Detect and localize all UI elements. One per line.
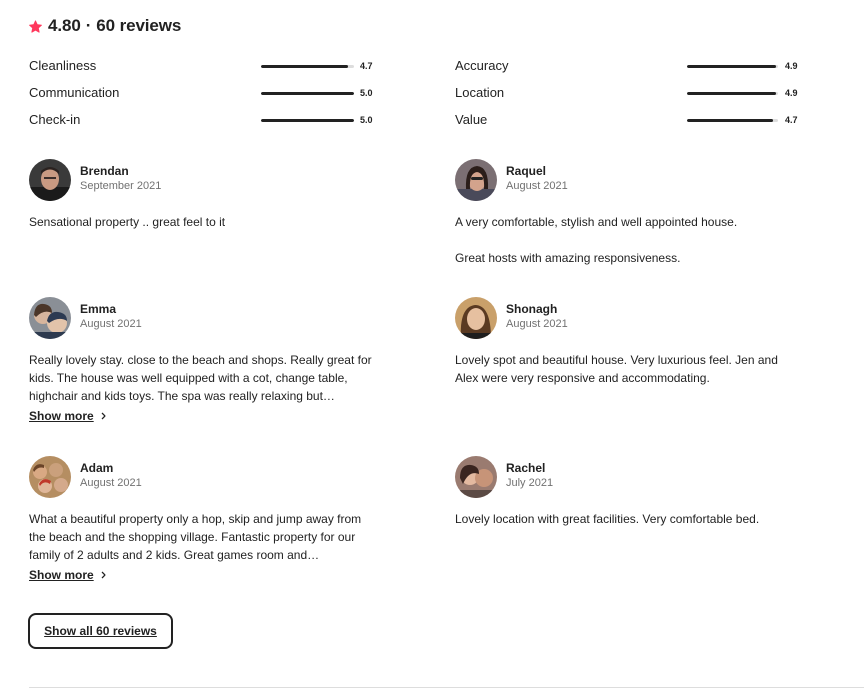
review-date: September 2021 <box>80 179 162 192</box>
rating-bar-fill <box>687 92 776 95</box>
rating-bar-fill <box>687 65 776 68</box>
rating-bar <box>687 65 778 68</box>
star-icon <box>29 20 42 33</box>
rating-bar <box>687 92 778 95</box>
section-divider <box>29 687 864 688</box>
rating-accuracy <box>455 57 800 75</box>
chevron-right-icon <box>99 571 107 579</box>
rating-bar <box>261 92 354 95</box>
rating-bar-fill <box>687 119 773 122</box>
review-date: August 2021 <box>80 476 142 489</box>
show-more-link[interactable] <box>29 566 107 584</box>
rating-value: 4.9 <box>785 61 798 71</box>
review-text <box>29 510 374 564</box>
rating-bar-fill <box>261 65 348 68</box>
reviewer-name: Shonagh <box>506 301 558 316</box>
review-meta <box>506 301 568 331</box>
rating-bar-fill <box>261 92 354 95</box>
reviewer-name: Adam <box>80 460 114 475</box>
review-card <box>455 158 800 267</box>
review-text <box>29 213 374 231</box>
rating-label: Value <box>455 112 488 127</box>
show-more-label: Show more <box>29 409 94 423</box>
review-paragraph: Great hosts with amazing responsiveness. <box>455 251 681 265</box>
reviewer-name: Emma <box>80 301 117 316</box>
review-date: August 2021 <box>506 179 568 192</box>
review-text <box>29 351 374 405</box>
rating-cleanliness <box>29 57 374 75</box>
rating-value-category <box>455 111 800 129</box>
rating-value: 4.9 <box>785 88 798 98</box>
rating-value: 4.7 <box>785 115 798 125</box>
rating-label: Accuracy <box>455 58 509 73</box>
rating-location <box>455 84 800 102</box>
reviewer-name: Brendan <box>80 163 129 178</box>
review-card <box>455 455 800 528</box>
chevron-right-icon <box>99 412 107 420</box>
rating-summary <box>29 14 181 38</box>
avatar[interactable] <box>455 456 497 498</box>
review-paragraph: Lovely location with great facilities. Very comfortable bed. <box>455 512 760 526</box>
avatar[interactable] <box>29 159 71 201</box>
review-header <box>455 455 800 499</box>
review-header <box>29 158 374 202</box>
review-paragraph: What a beautiful property only a hop, skip and jump away from the beach and the shopping village. Fantastic property for our family of 2 adults and 2 kids. Great games room and… <box>29 512 362 562</box>
rating-value: 5.0 <box>360 88 373 98</box>
rating-label: Communication <box>29 85 120 100</box>
review-date: August 2021 <box>80 317 142 330</box>
rating-value: 5.0 <box>360 115 373 125</box>
review-header <box>29 296 374 340</box>
review-count: 60 reviews <box>96 16 182 35</box>
rating-bar <box>687 119 778 122</box>
rating-value: 4.7 <box>360 61 373 71</box>
review-date: July 2021 <box>506 476 554 489</box>
review-meta <box>80 460 142 490</box>
review-meta <box>506 163 568 193</box>
overall-rating: 4.80 <box>48 16 81 35</box>
review-text <box>455 351 800 387</box>
review-paragraph: Sensational property .. great feel to it <box>29 215 226 229</box>
rating-label: Location <box>455 85 505 100</box>
rating-bar <box>261 65 354 68</box>
review-header <box>29 455 374 499</box>
review-meta <box>80 163 162 193</box>
avatar[interactable] <box>29 297 71 339</box>
review-text <box>455 213 800 267</box>
review-meta <box>506 460 554 490</box>
review-text <box>455 510 800 528</box>
show-more-label: Show more <box>29 568 94 582</box>
rating-check-in <box>29 111 374 129</box>
avatar[interactable] <box>29 456 71 498</box>
separator-dot: · <box>85 16 92 35</box>
review-card <box>29 158 374 231</box>
rating-bar <box>261 119 354 122</box>
show-more-link[interactable] <box>29 407 107 425</box>
rating-bar-fill <box>261 119 354 122</box>
review-header <box>455 158 800 202</box>
review-card <box>29 455 374 584</box>
reviewer-name: Raquel <box>506 163 547 178</box>
avatar[interactable] <box>455 159 497 201</box>
rating-label: Cleanliness <box>29 58 97 73</box>
review-meta <box>80 301 142 331</box>
review-paragraph: A very comfortable, stylish and well appointed house. <box>455 215 738 229</box>
review-date: August 2021 <box>506 317 568 330</box>
rating-label: Check-in <box>29 112 81 127</box>
review-paragraph: Lovely spot and beautiful house. Very luxurious feel. Jen and Alex were very responsive and accommodating. <box>455 353 778 385</box>
review-paragraph: Really lovely stay. close to the beach and shops. Really great for kids. The house was well equipped with a cot, change table, highchair and kids toys. The spa was really relaxing but… <box>29 353 372 403</box>
review-card <box>455 296 800 387</box>
rating-communication <box>29 84 374 102</box>
avatar[interactable] <box>455 297 497 339</box>
review-header <box>455 296 800 340</box>
show-all-reviews-button[interactable]: Show all 60 reviews <box>28 613 173 649</box>
review-card <box>29 296 374 425</box>
reviewer-name: Rachel <box>506 460 546 475</box>
